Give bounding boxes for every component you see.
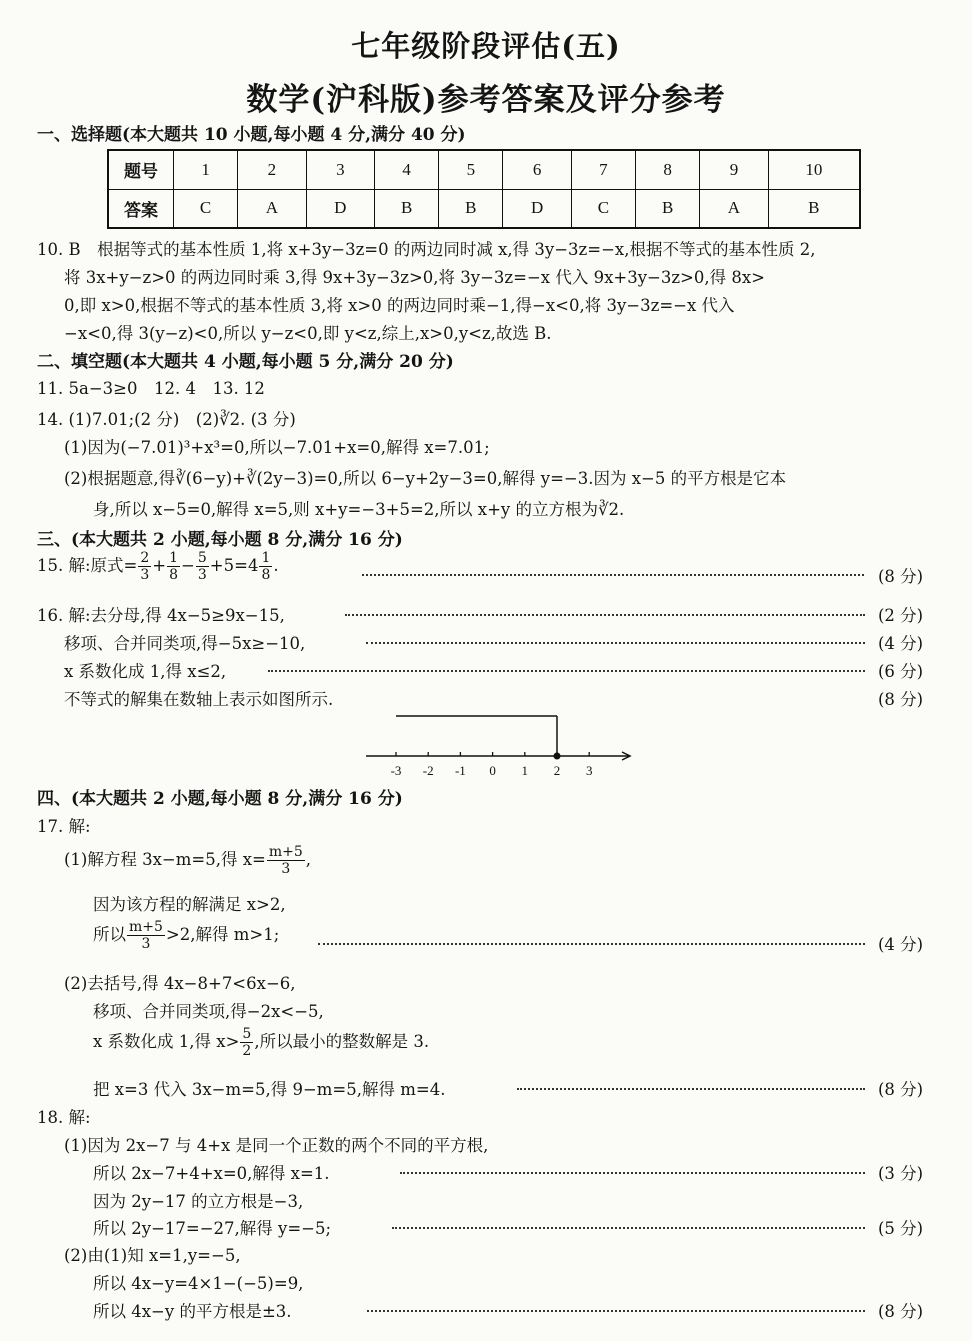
text: ,所以最小的整数解是 3. bbox=[254, 1032, 430, 1051]
dot-leader bbox=[362, 574, 864, 576]
numerator: 2 bbox=[140, 550, 150, 566]
q18-line: (1)因为 2x−7 与 4+x 是同一个正数的两个不同的平方根, bbox=[64, 1136, 489, 1155]
table-cell: 7 bbox=[571, 150, 635, 189]
answers-11-13: 11. 5a−3≥0 12. 4 13. 12 bbox=[37, 379, 265, 398]
q10-line: −x<0,得 3(y−z)<0,所以 y−z<0,即 y<z,综上,x>0,y<z,故选 B. bbox=[64, 324, 552, 343]
fraction bbox=[196, 551, 209, 582]
score: (6 分) bbox=[878, 662, 924, 681]
answer-table bbox=[107, 149, 861, 229]
q10-line: 将 3x+y−z>0 的两边同时乘 3,得 9x+3y−3z>0,将 3y−3z=−x 代入 9x+3y−3z>0,得 8x> bbox=[64, 268, 765, 287]
q14-part2: 身,所以 x−5=0,解得 x=5,则 x+y=−3+5=2,所以 x+y 的立方根为∛2. bbox=[93, 500, 625, 519]
q16-line: 不等式的解集在数轴上表示如图所示. bbox=[64, 690, 334, 709]
denominator: 8 bbox=[169, 567, 179, 583]
fraction bbox=[127, 920, 165, 951]
table-row bbox=[108, 189, 860, 228]
numerator: 5 bbox=[197, 550, 207, 566]
q14-header: 14. (1)7.01;(2 分) (2)∛2. (3 分) bbox=[37, 410, 296, 429]
text: >2,解得 m>1; bbox=[165, 925, 280, 944]
tick-label: -1 bbox=[454, 763, 466, 778]
score: (5 分) bbox=[878, 1219, 924, 1238]
score: (8 分) bbox=[878, 1080, 924, 1099]
text: 所以 bbox=[93, 925, 126, 944]
number-line bbox=[360, 708, 640, 780]
tick-label: 3 bbox=[585, 763, 593, 778]
text: , bbox=[305, 850, 312, 869]
page-title: 七年级阶段评估(五) bbox=[351, 29, 621, 63]
q17-line bbox=[93, 1027, 429, 1058]
score: (8 分) bbox=[878, 690, 924, 709]
fraction bbox=[267, 845, 305, 876]
table-row bbox=[108, 150, 860, 189]
table-cell: B bbox=[439, 189, 503, 228]
q15-rest: +5=4 bbox=[209, 556, 259, 575]
q16-line: 移项、合并同类项,得−5x≥−10, bbox=[64, 634, 306, 653]
section3-heading: 三、(本大题共 2 小题,每小题 8 分,满分 16 分) bbox=[37, 530, 403, 550]
q18-line: (2)由(1)知 x=1,y=−5, bbox=[64, 1246, 241, 1265]
table-cell: 8 bbox=[636, 150, 700, 189]
denominator: 3 bbox=[140, 567, 150, 583]
table-cell: B bbox=[636, 189, 700, 228]
q18-line: 所以 2x−7+4+x=0,解得 x=1. bbox=[93, 1164, 330, 1183]
denominator: 8 bbox=[261, 567, 271, 583]
text: x 系数化成 1,得 x> bbox=[93, 1032, 240, 1051]
denominator: 3 bbox=[141, 936, 151, 952]
q18-line: 所以 4x−y=4×1−(−5)=9, bbox=[93, 1274, 304, 1293]
denominator: 3 bbox=[281, 861, 291, 877]
q17-line: 把 x=3 代入 3x−m=5,得 9−m=5,解得 m=4. bbox=[93, 1080, 446, 1099]
q17-line bbox=[64, 845, 311, 876]
denominator: 2 bbox=[242, 1043, 252, 1059]
section4-heading: 四、(本大题共 2 小题,每小题 8 分,满分 16 分) bbox=[37, 789, 403, 809]
dot-leader bbox=[367, 1310, 865, 1312]
table-cell: C bbox=[571, 189, 635, 228]
score: (8 分) bbox=[878, 1302, 924, 1321]
table-cell: B bbox=[375, 189, 439, 228]
text: (1)解方程 3x−m=5,得 x= bbox=[64, 850, 266, 869]
denominator: 3 bbox=[197, 567, 207, 583]
dot-leader bbox=[366, 642, 865, 644]
q10-line: 0,即 x>0,根据不等式的基本性质 3,将 x>0 的两边同时乘−1,得−x<0,将 3y−3z=−x 代入 bbox=[64, 296, 735, 315]
operator: − bbox=[181, 556, 195, 575]
table-cell: 4 bbox=[375, 150, 439, 189]
tick-label: -2 bbox=[422, 763, 434, 778]
numerator: 5 bbox=[242, 1026, 252, 1042]
q17-line bbox=[93, 920, 279, 951]
score: (3 分) bbox=[878, 1164, 924, 1183]
numerator: 1 bbox=[169, 550, 179, 566]
section2-heading: 二、填空题(本大题共 4 小题,每小题 5 分,满分 20 分) bbox=[37, 352, 454, 372]
table-cell: A bbox=[700, 189, 768, 228]
q15-prefix: 15. 解:原式= bbox=[37, 556, 138, 575]
fraction bbox=[259, 551, 272, 582]
dot-leader bbox=[392, 1227, 865, 1229]
q17-line: (2)去括号,得 4x−8+7<6x−6, bbox=[64, 974, 296, 993]
table-cell: 6 bbox=[503, 150, 571, 189]
q16-line: x 系数化成 1,得 x≤2, bbox=[64, 662, 227, 681]
tick-label: -3 bbox=[390, 763, 402, 778]
q18-line: 所以 4x−y 的平方根是±3. bbox=[93, 1302, 292, 1321]
page-subtitle: 数学(沪科版)参考答案及评分参考 bbox=[246, 82, 726, 118]
table-cell: 3 bbox=[306, 150, 374, 189]
q18-line: 所以 2y−17=−27,解得 y=−5; bbox=[93, 1219, 332, 1238]
table-cell: A bbox=[238, 189, 306, 228]
dot-leader bbox=[400, 1172, 865, 1174]
dot-leader bbox=[268, 670, 865, 672]
score: (4 分) bbox=[878, 634, 924, 653]
tick-label: 0 bbox=[489, 763, 496, 778]
table-cell: 题号 bbox=[108, 150, 174, 189]
q17-line: 因为该方程的解满足 x>2, bbox=[93, 895, 286, 914]
q18-label: 18. 解: bbox=[37, 1108, 91, 1127]
q17-label: 17. 解: bbox=[37, 817, 91, 836]
table-cell: 10 bbox=[768, 150, 860, 189]
q10-line: 10. B 根据等式的基本性质 1,将 x+3y−3z=0 的两边同时减 x,得 3y−3z=−x,根据不等式的基本性质 2, bbox=[37, 240, 816, 259]
table-cell: D bbox=[503, 189, 571, 228]
operator: + bbox=[152, 556, 167, 575]
dot-leader bbox=[517, 1088, 865, 1090]
fraction bbox=[138, 551, 151, 582]
table-cell: 2 bbox=[238, 150, 306, 189]
table-cell: 答案 bbox=[108, 189, 174, 228]
table-cell: D bbox=[306, 189, 374, 228]
score: (2 分) bbox=[878, 606, 924, 625]
score: (4 分) bbox=[878, 935, 924, 954]
q17-line: 移项、合并同类项,得−2x<−5, bbox=[93, 1002, 324, 1021]
solid-point bbox=[554, 753, 561, 760]
q16-line: 16. 解:去分母,得 4x−5≥9x−15, bbox=[37, 606, 285, 625]
q15-line bbox=[37, 551, 279, 582]
numerator: m+5 bbox=[129, 919, 163, 935]
table-cell: C bbox=[174, 189, 238, 228]
dot-leader bbox=[345, 614, 865, 616]
score: (8 分) bbox=[878, 567, 924, 586]
table-cell: 1 bbox=[174, 150, 238, 189]
numerator: 1 bbox=[261, 550, 271, 566]
table-cell: 5 bbox=[439, 150, 503, 189]
fraction bbox=[167, 551, 180, 582]
table-cell: 9 bbox=[700, 150, 768, 189]
q18-line: 因为 2y−17 的立方根是−3, bbox=[93, 1192, 304, 1211]
dot-leader bbox=[318, 943, 865, 945]
fraction bbox=[240, 1027, 253, 1058]
table-cell: B bbox=[768, 189, 860, 228]
section1-heading: 一、选择题(本大题共 10 小题,每小题 4 分,满分 40 分) bbox=[37, 125, 466, 145]
q14-part1: (1)因为(−7.01)³+x³=0,所以−7.01+x=0,解得 x=7.01; bbox=[64, 438, 490, 457]
tick-label: 1 bbox=[521, 763, 529, 778]
numerator: m+5 bbox=[268, 844, 303, 860]
tick-label: 2 bbox=[553, 763, 561, 778]
q14-part2: (2)根据题意,得∛(6−y)+∛(2y−3)=0,所以 6−y+2y−3=0,解得 y=−3.因为 x−5 的平方根是它本 bbox=[64, 469, 787, 488]
q15-end: . bbox=[273, 556, 279, 575]
